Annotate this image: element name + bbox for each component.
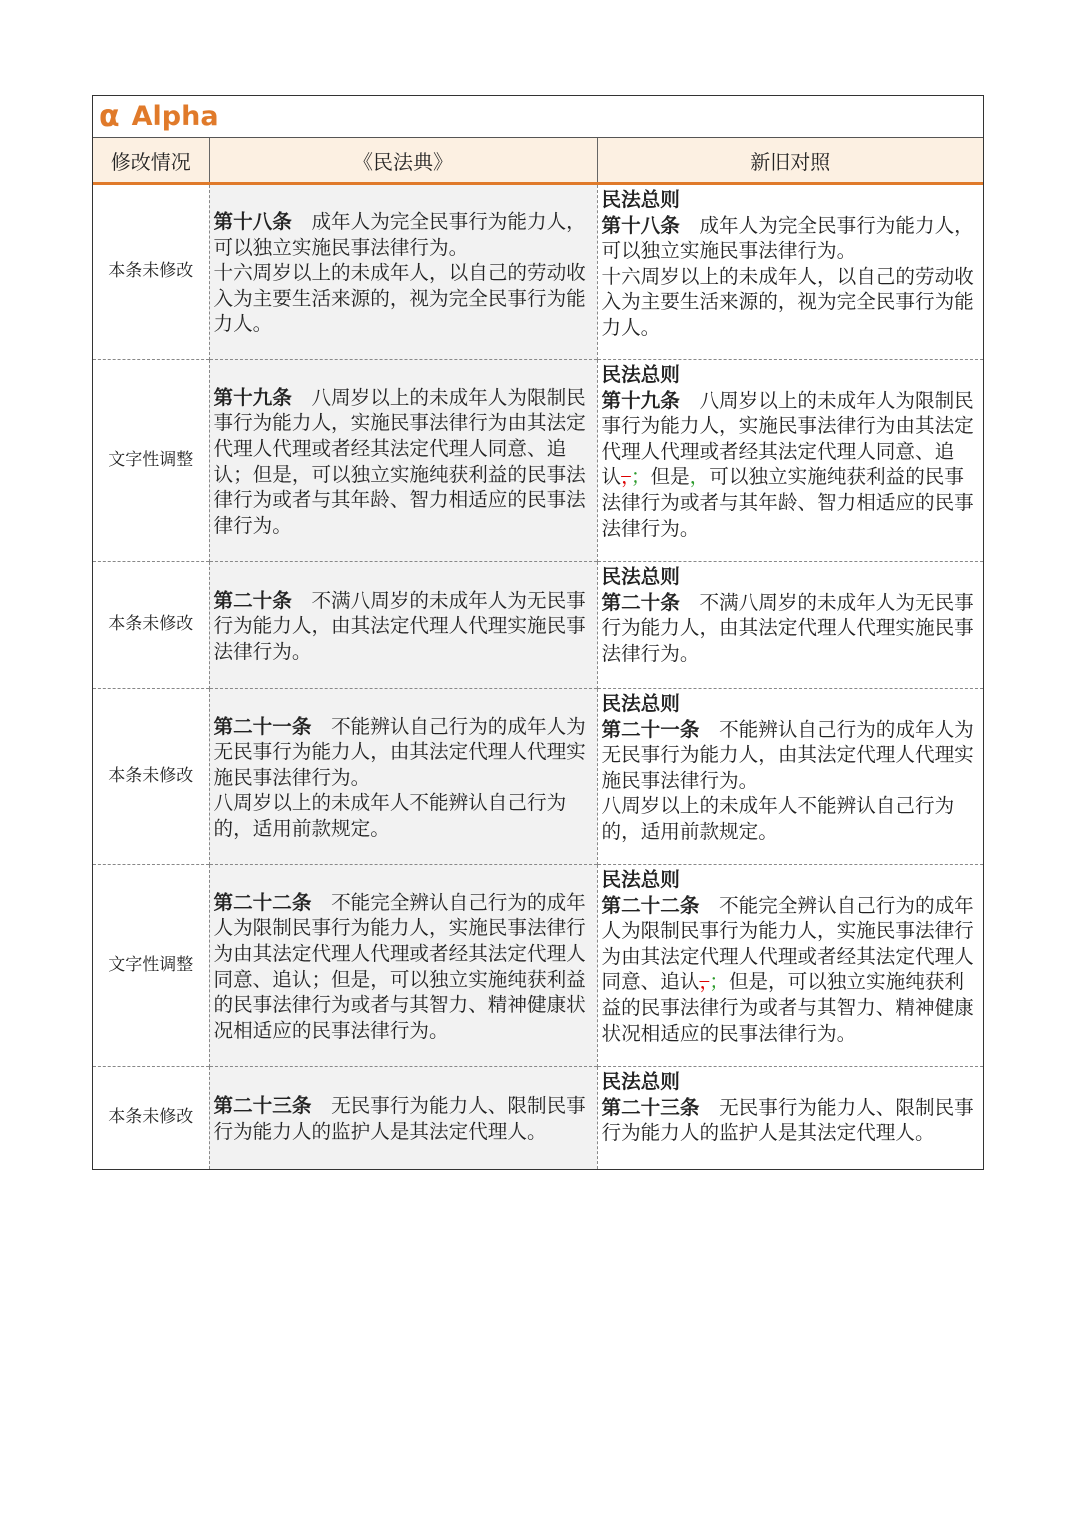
table-row [93,184,983,360]
article-number: 第二十条 [601,590,680,614]
comparison-cell [597,1067,983,1169]
status-cell: 文字性调整 [93,865,209,1067]
civil-code-cell [209,562,597,689]
text: 十六周岁以上的未成年人，以自己的劳动收入为主要生活来源的，视为完全民事行为能力人。 [213,261,586,336]
article-number: 第十八条 [601,213,680,237]
status-cell: 文字性调整 [93,360,209,562]
text: 但是 [650,465,690,489]
article-number: 第二十三条 [213,1094,312,1118]
text: 八周岁以上的未成年人不能辨认自己行为的，适用前款规定。 [213,791,567,840]
section-label: 民法总则 [601,363,680,386]
article-number: 第十九条 [213,385,292,409]
text: 八周岁以上的未成年人为限制民事行为能力人，实施民事法律行为由其法定代理人代理或者经其法定代理人同意、追认 [601,388,974,489]
comparison-cell [597,865,983,1067]
section-label: 民法总则 [601,692,680,715]
status-cell: 本条未修改 [108,261,194,282]
inserted-text: ； [630,465,651,489]
header-civil-code: 《民法典》 [209,138,597,184]
article-number: 第二十三条 [601,1095,700,1119]
text: 但是，可以独立实施纯获利益的民事法律行为或者与其智力、精神健康状况相适应的民事法律行为。 [601,970,974,1045]
status-cell: 本条未修改 [93,562,209,689]
article-number: 第十八条 [213,210,292,234]
article-number: 第二十一条 [601,717,700,741]
text: 不能辨认自己行为的成年人为无民事行为能力人，由其法定代理人代理实施民事法律行为。 [213,714,586,789]
status-cell: 本条未修改 [93,689,209,865]
civil-code-cell [209,1067,597,1169]
civil-code-cell [209,689,597,865]
article-number: 第二十二条 [213,890,312,914]
article-number: 第十九条 [601,388,680,412]
text: 八周岁以上的未成年人为限制民事行为能力人，实施民事法律行为由其法定代理人代理或者经其法定代理人同意、追认；但是，可以独立实施纯获利益的民事法律行为或者与其年龄、智力相适应的民事法律行为。 [213,385,586,537]
comparison-document [92,95,984,1170]
text: 可以独立实施纯获利益的民事法律行为或者与其年龄、智力相适应的民事法律行为。 [601,465,974,540]
table-row [93,689,983,865]
comparison-cell [597,562,983,689]
civil-code-cell [209,865,597,1067]
text: 不满八周岁的未成年人为无民事行为能力人，由其法定代理人代理实施民事法律行为。 [601,590,974,665]
header-status: 修改情况 [93,138,209,184]
brand-name: Alpha [131,101,219,132]
deleted-text: ， [699,970,710,994]
text: 不能完全辨认自己行为的成年人为限制民事行为能力人，实施民事法律行为由其法定代理人代理或者经其法定代理人同意、追认 [601,893,974,994]
table-row [93,562,983,689]
article-number: 第二十一条 [213,714,312,738]
inserted-text: ； [709,970,729,994]
table-row [93,1067,983,1169]
section-label: 民法总则 [601,565,680,588]
text: 成年人为完全民事行为能力人，可以独立实施民事法律行为。 [601,213,974,263]
civil-code-cell [209,360,597,562]
comparison-table [93,138,983,1169]
header-comparison: 新旧对照 [597,138,983,184]
deleted-text: ， [621,465,631,489]
article-number: 第二十二条 [601,893,700,917]
section-label: 民法总则 [601,1070,680,1093]
civil-code-cell [209,184,597,360]
comparison-cell [597,689,983,865]
section-label: 民法总则 [601,188,680,211]
text: 不能辨认自己行为的成年人为无民事行为能力人，由其法定代理人代理实施民事法律行为。 [601,717,974,792]
comparison-cell [597,360,983,562]
text: 无民事行为能力人、限制民事行为能力人的监护人是其法定代理人。 [601,1095,974,1145]
text: 十六周岁以上的未成年人，以自己的劳动收入为主要生活来源的，视为完全民事行为能力人。 [601,264,974,339]
alpha-logo-icon: α [99,99,120,134]
status-cell: 本条未修改 [93,1067,209,1169]
comparison-cell [597,184,983,360]
table-row [93,360,983,562]
text: 不能完全辨认自己行为的成年人为限制民事行为能力人，实施民事法律行为由其法定代理人代理或者经其法定代理人同意、追认；但是，可以独立实施纯获利益的民事法律行为或者与其智力、精神健康状况相适应的民事法律行为。 [213,890,586,1042]
table-row [93,865,983,1067]
text: 无民事行为能力人、限制民事行为能力人的监护人是其法定代理人。 [213,1094,586,1143]
text: 不满八周岁的未成年人为无民事行为能力人，由其法定代理人代理实施民事法律行为。 [213,588,586,663]
article-number: 第二十条 [213,588,292,612]
text: 八周岁以上的未成年人不能辨认自己行为的，适用前款规定。 [601,794,955,843]
brand-header [93,96,983,138]
section-label: 民法总则 [601,868,680,891]
text: 成年人为完全民事行为能力人，可以独立实施民事法律行为。 [213,210,586,259]
inserted-text: ， [689,465,710,489]
